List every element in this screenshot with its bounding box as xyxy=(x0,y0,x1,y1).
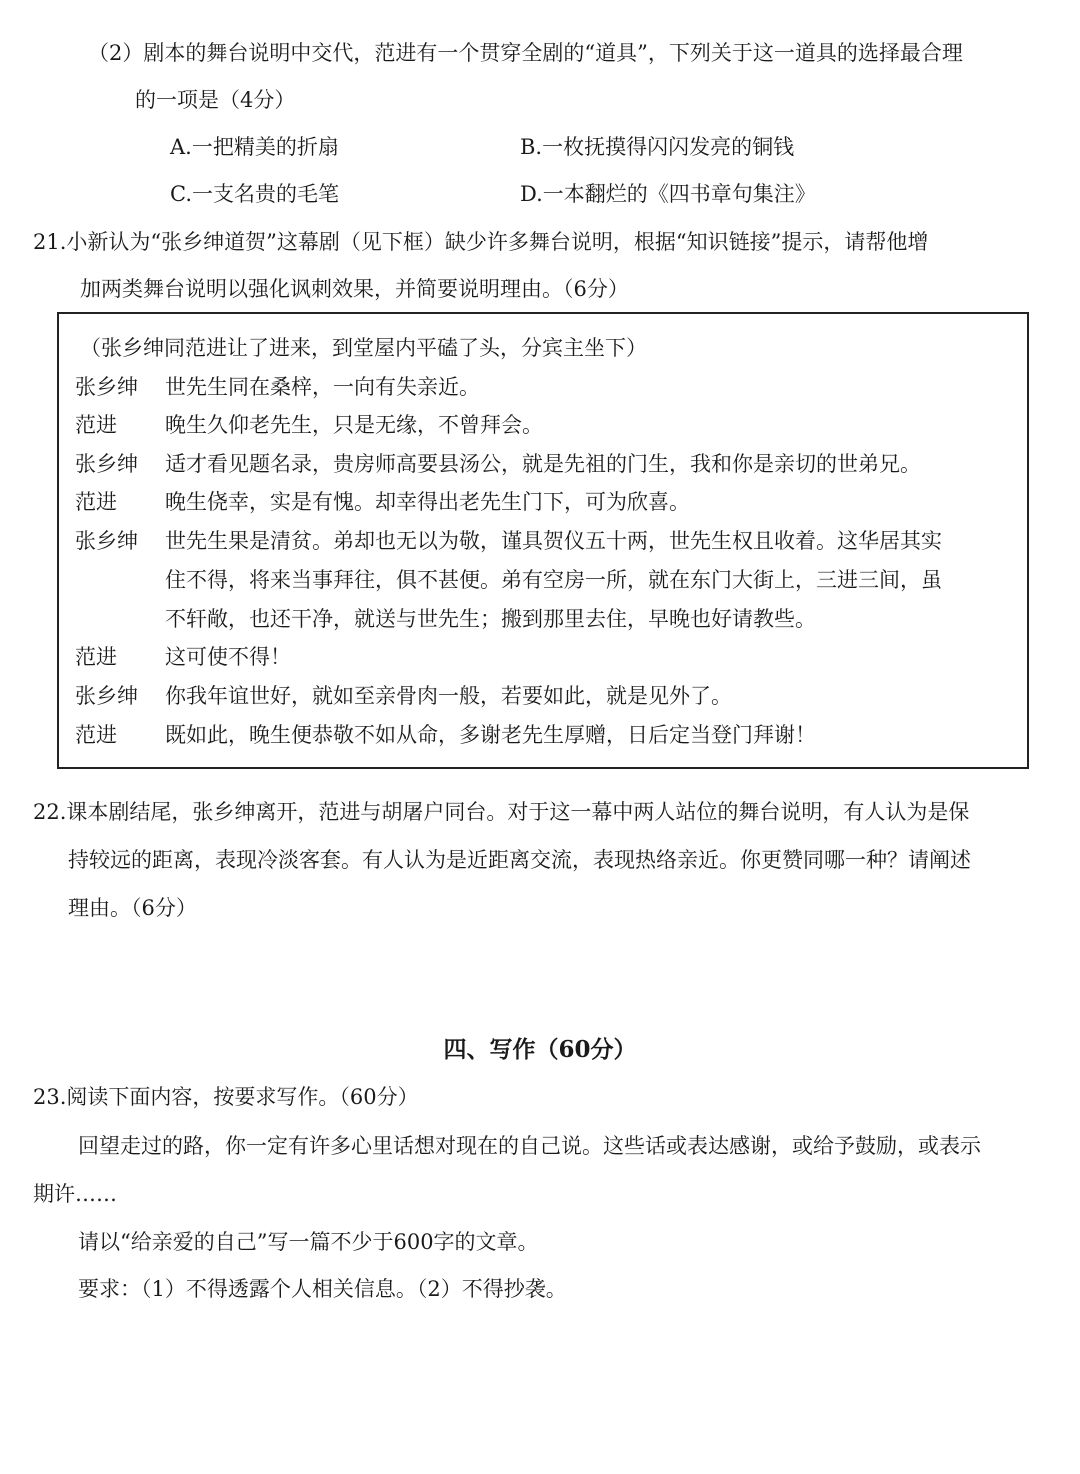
speaker-label: 范进 xyxy=(75,645,117,669)
speaker-label: 张乡绅 xyxy=(75,452,138,476)
q22-line-2: 持较远的距离，表现冷淡客套。有人认为是近距离交流，表现热络亲近。你更赞同哪一种？请阐述 xyxy=(68,848,971,872)
speech-line: 既如此，晚生便恭敬不如从命，多谢老先生厚赠，日后定当登门拜谢！ xyxy=(165,723,816,747)
speech-line: 晚生侥幸，实是有愧。却幸得出老先生门下，可为欣喜。 xyxy=(165,490,690,514)
speech-line: 住不得，将来当事拜往，俱不甚便。弟有空房一所，就在东门大街上，三进三间，虽 xyxy=(165,568,942,592)
speaker-label: 张乡绅 xyxy=(75,684,138,708)
speech-line: 这可使不得！ xyxy=(165,645,291,669)
q22-line-1: 22.课本剧结尾，张乡绅离开，范进与胡屠户同台。对于这一幕中两人站位的舞台说明，有人认为是保 xyxy=(33,800,970,824)
option-c: C.一支名贵的毛笔 xyxy=(170,182,339,206)
speaker-label: 张乡绅 xyxy=(75,375,138,399)
option-d: D.一本翻烂的《四书章句集注》 xyxy=(520,182,816,206)
option-b: B.一枚抚摸得闪闪发亮的铜钱 xyxy=(520,135,795,159)
q21-line-1: 21.小新认为“张乡绅道贺”这幕剧（见下框）缺少许多舞台说明，根据“知识链接”提示，请帮他增 xyxy=(33,230,929,254)
speech-line: 世先生同在桑梓，一向有失亲近。 xyxy=(165,375,480,399)
speaker-label: 范进 xyxy=(75,490,117,514)
speech-line: 世先生果是清贫。弟却也无以为敬，谨具贺仪五十两，世先生权且收着。这华居其实 xyxy=(165,529,942,553)
speaker-label: 范进 xyxy=(75,413,117,437)
option-a: A.一把精美的折扇 xyxy=(170,135,339,159)
speaker-label: 张乡绅 xyxy=(75,529,138,553)
q23-requirements: 要求：（1）不得透露个人相关信息。（2）不得抄袭。 xyxy=(78,1277,567,1301)
q23-para2: 请以“给亲爱的自己”写一篇不少于600字的文章。 xyxy=(78,1230,539,1254)
speech-line: 晚生久仰老先生，只是无缘，不曾拜会。 xyxy=(165,413,543,437)
speech-line: 适才看见题名录，贵房师高要县汤公，就是先祖的门生，我和你是亲切的世弟兄。 xyxy=(165,452,921,476)
q23-para1-line-2: 期许…… xyxy=(33,1182,117,1206)
q20-2-line-2: 的一项是（4分） xyxy=(135,88,296,112)
q21-line-2: 加两类舞台说明以强化讽刺效果，并简要说明理由。（6分） xyxy=(80,277,629,301)
q22-line-3: 理由。（6分） xyxy=(68,896,197,920)
q20-2-line-1: （2）剧本的舞台说明中交代，范进有一个贯穿全剧的“道具”，下列关于这一道具的选择最合理 xyxy=(88,41,963,65)
q23-para1-line-1: 回望走过的路，你一定有许多心里话想对现在的自己说。这些话或表达感谢，或给予鼓励，或表示 xyxy=(78,1134,981,1158)
speaker-label: 范进 xyxy=(75,723,117,747)
section-title: 四、写作（60分） xyxy=(443,1036,637,1063)
speech-line: 你我年谊世好，就如至亲骨肉一般，若要如此，就是见外了。 xyxy=(165,684,732,708)
q23-line-1: 23.阅读下面内容，按要求写作。（60分） xyxy=(33,1085,419,1109)
speech-line: 不轩敞，也还干净，就送与世先生；搬到那里去住，早晚也好请教些。 xyxy=(165,607,816,631)
stage-direction: （张乡绅同范进让了进来，到堂屋内平磕了头，分宾主坐下） xyxy=(80,336,647,360)
